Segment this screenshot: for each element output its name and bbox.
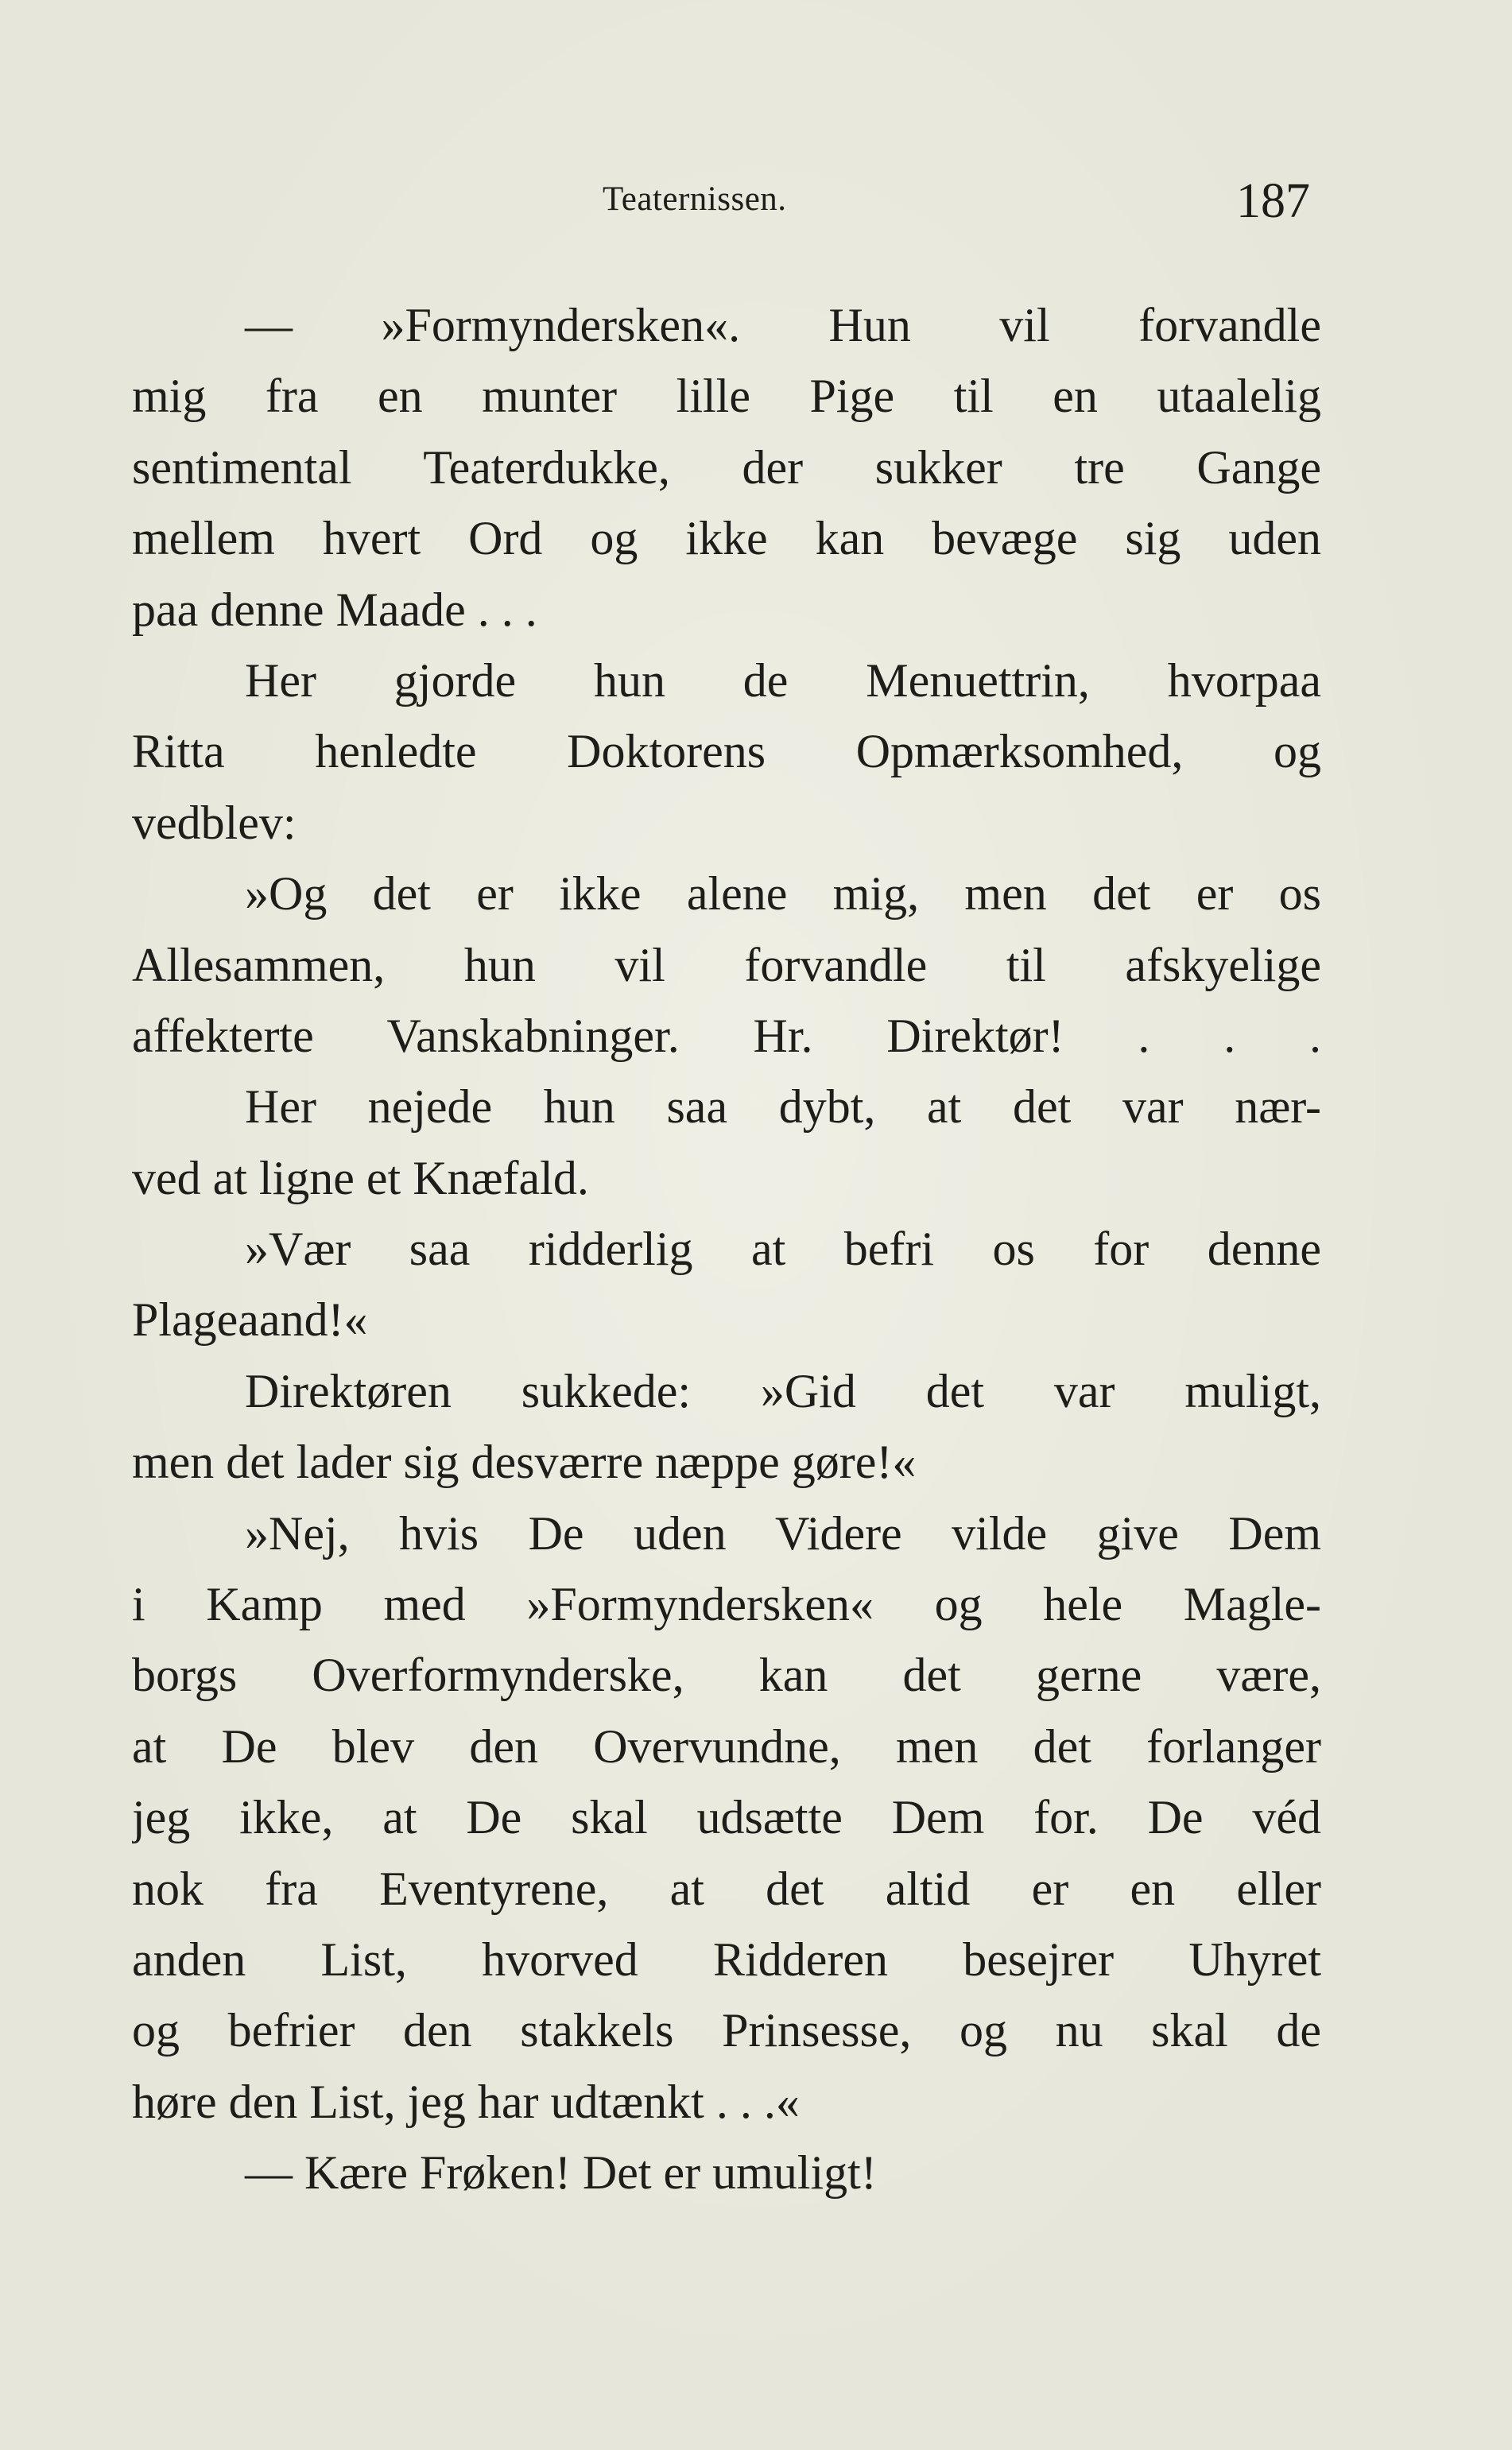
- text-line: vedblev:: [132, 796, 297, 849]
- text-line: — Kære Frøken! Det er umuligt!: [245, 2146, 877, 2200]
- text-line: høre den List, jeg har udtænkt . . .«: [132, 2075, 800, 2128]
- text-line: mig fra en munter lille Pige til en utaalelig: [132, 370, 1321, 423]
- page-header: [0, 173, 1512, 237]
- text-line: »Og det er ikke alene mig, men det er os: [245, 867, 1321, 921]
- text-line: Direktøren sukkede: »Gid det var muligt,: [245, 1364, 1321, 1417]
- text-line: Her nejede hun saa dybt, at det var nær-: [245, 1080, 1321, 1134]
- text-line: paa denne Maade . . .: [132, 583, 537, 636]
- text-line: at De blev den Overvundne, men det forlanger: [132, 1719, 1321, 1773]
- text-line: affekterte Vanskabninger. Hr. Direktør! . . .: [132, 1009, 1321, 1062]
- text-line: »Nej, hvis De uden Videre vilde give Dem: [245, 1506, 1321, 1560]
- text-line: og befrier den stakkels Prinsesse, og nu skal de: [132, 2004, 1321, 2057]
- running-title: Teaternissen.: [603, 180, 787, 218]
- text-line: Ritta henledte Doktorens Opmærksomhed, og: [132, 725, 1321, 778]
- text-line: i Kamp med »Formyndersken« og hele Magle-: [132, 1578, 1321, 1631]
- text-line: Plageaand!«: [132, 1293, 368, 1347]
- text-line: nok fra Eventyrene, at det altid er en eller: [132, 1862, 1321, 1915]
- text-line: jeg ikke, at De skal udsætte Dem for. De véd: [132, 1791, 1321, 1844]
- text-line: Allesammen, hun vil forvandle til afskyelige: [132, 938, 1321, 991]
- text-line: Her gjorde hun de Menuettrin, hvorpaa: [245, 653, 1321, 707]
- text-line: — »Formyndersken«. Hun vil forvandle: [245, 299, 1321, 351]
- text-line: men det lader sig desværre næppe gøre!«: [132, 1436, 917, 1489]
- page-number: 187: [1236, 174, 1310, 228]
- text-line: ved at ligne et Knæfald.: [132, 1151, 589, 1204]
- text-line: »Vær saa ridderlig at befri os for denne: [245, 1223, 1321, 1276]
- text-line: borgs Overformynderske, kan det gerne være,: [132, 1649, 1321, 1702]
- text-line: sentimental Teaterdukke, der sukker tre Gange: [132, 440, 1321, 494]
- body-text: [132, 290, 1321, 2209]
- text-line: mellem hvert Ord og ikke kan bevæge sig uden: [132, 512, 1321, 565]
- text-line: anden List, hvorved Ridderen besejrer Uhyret: [132, 1932, 1321, 1986]
